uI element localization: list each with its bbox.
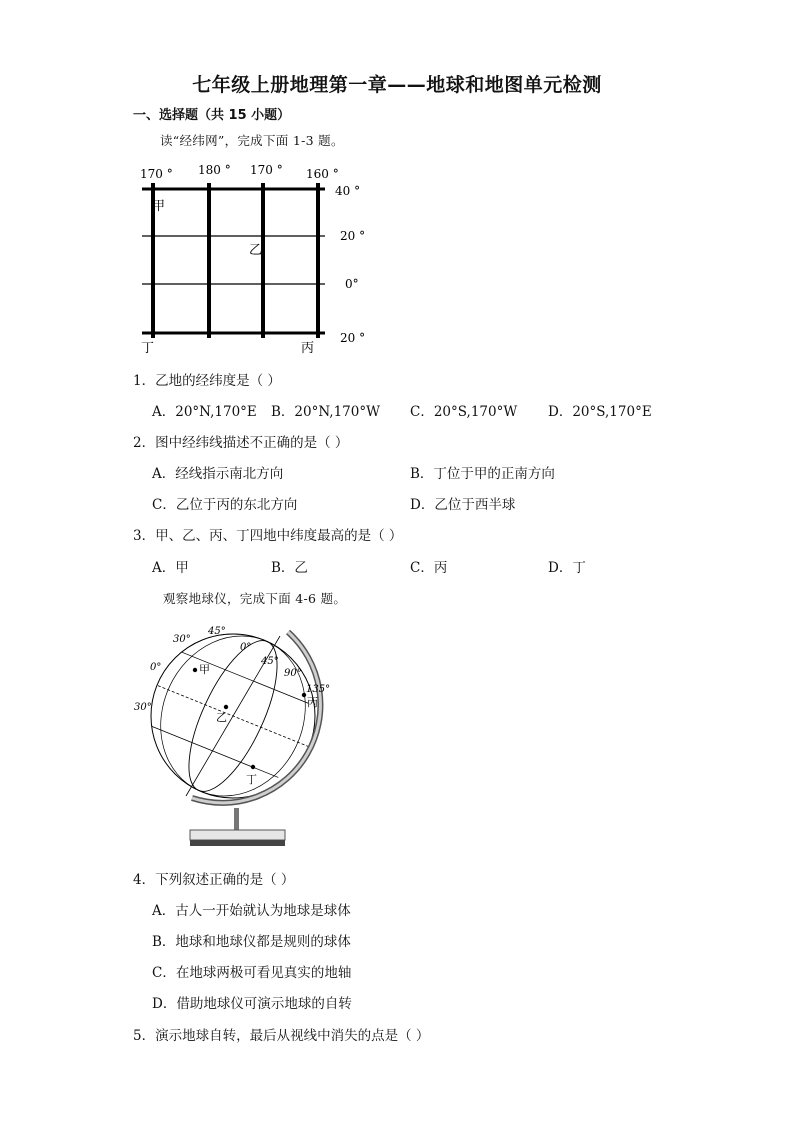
q3-option-b: B．乙 [271,560,308,576]
lat-label-4: 20 ° [340,331,366,345]
q1-option-d: D．20°S,170°E [548,404,652,420]
globe-label-135: 135° [306,684,331,695]
lat-label-1: 40 ° [335,184,361,198]
q3-option-a: A．甲 [152,560,189,576]
globe-dot-yi [224,705,228,709]
globe-label-90: 90° [284,668,302,679]
q4-option-c: C．在地球两极可看见真实的地轴 [152,965,352,981]
point-jia: 甲 [152,199,166,214]
globe-point-yi: 乙 [216,711,227,724]
intro-text-1: 读“经纬网”，完成下面 1-3 题。 [160,133,344,148]
globe-stand-base-bottom [190,840,285,846]
q2-option-d: D．乙位于西半球 [410,497,516,513]
lon-label-4: 160 ° [306,167,339,181]
globe-stand-base [190,830,285,840]
point-yi: 乙 [249,243,263,258]
question-5: 5．演示地球自转，最后从视线中消失的点是（ ） [133,1028,430,1044]
q2-option-c: C．乙位于丙的东北方向 [152,497,298,513]
globe-label-30-left: 30° [134,702,152,713]
graticule-map [130,158,375,360]
lon-label-2: 180 ° [198,163,231,177]
point-ding: 丁 [141,341,155,356]
lat-label-3: 0° [345,277,359,291]
lon-label-3: 170 ° [250,163,283,177]
globe-dot-bing [302,693,306,697]
section-heading: 一、选择题（共 15 小题） [133,108,291,123]
globe-label-0-mid: 0° [240,642,252,653]
globe-dot-jia [193,668,197,672]
question-1: 1．乙地的经纬度是（ ） [133,373,281,389]
lat-label-2: 20 ° [340,229,366,243]
q1-option-b: B．20°N,170°W [271,404,380,420]
globe-point-bing: 丙 [307,696,318,709]
q1-option-a: A．20°N,170°E [152,404,257,420]
globe-stand-post [234,808,239,830]
question-4: 4．下列叙述正确的是（ ） [133,872,295,888]
globe-point-ding: 丁 [246,773,257,786]
globe-label-45-mid: 45° [261,656,279,667]
page-title: 七年级上册地理第一章——地球和地图单元检测 [192,74,602,96]
q4-option-d: D．借助地球仪可演示地球的自转 [152,996,352,1012]
point-bing: 丙 [301,341,315,356]
q3-option-d: D．丁 [548,560,586,576]
q1-option-c: C．20°S,170°W [410,404,518,420]
globe-label-45-top: 45° [208,626,226,637]
lon-label-1: 170 ° [140,167,173,181]
q2-option-a: A．经线指示南北方向 [152,466,284,482]
globe-label-30-top: 30° [173,634,191,645]
globe-dot-ding [251,765,255,769]
intro-text-2: 观察地球仪，完成下面 4-6 题。 [163,591,347,606]
q4-option-a: A．古人一开始就认为地球是球体 [152,903,351,919]
question-2: 2．图中经纬线描述不正确的是（ ） [133,435,349,451]
q3-option-c: C．丙 [410,560,448,576]
q4-option-b: B．地球和地球仪都是规则的球体 [152,934,351,950]
question-3: 3．甲、乙、丙、丁四地中纬度最高的是（ ） [133,528,403,544]
globe-figure [128,618,338,856]
q2-option-b: B．丁位于甲的正南方向 [410,466,555,482]
globe-label-0-left: 0° [150,662,162,673]
globe-point-jia: 甲 [199,663,210,676]
